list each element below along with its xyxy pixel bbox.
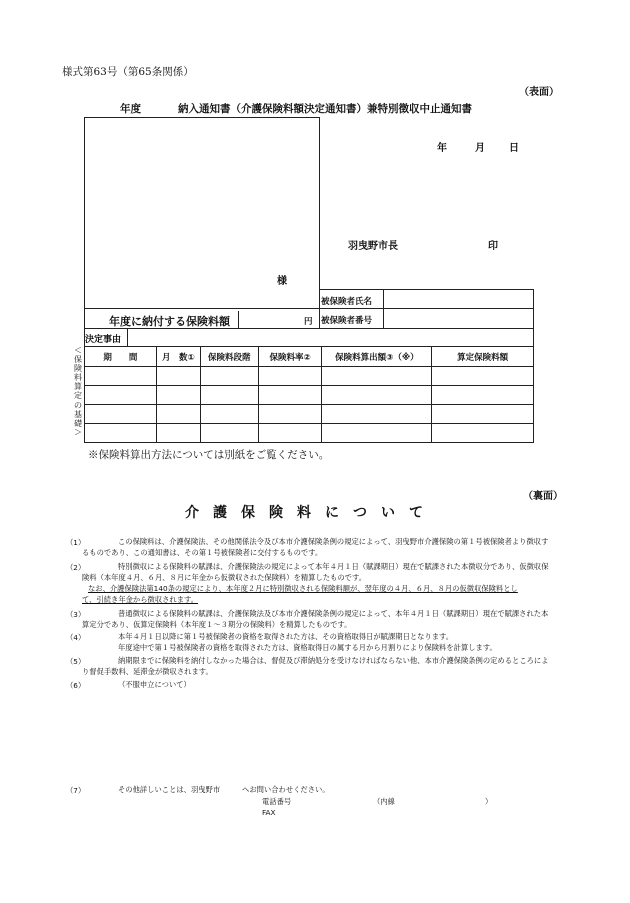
item-6: （不服申立について） bbox=[118, 680, 191, 689]
item-2: 特別徴収による保険料の賦課は、介護保険法の規定によって本年４月１日（賦課期日）現在で賦課された本徴収分であり、仮徴収保 険料（本年度４月、６月、８月に年金から仮徴収された保険料）を精算したものです。 なお、介護保険法第140条の規定により、本年度２月に特別徴収される保険料額が、翌年度の４月、６月、８月の仮徴収保険料とし て、引続き年金から徴収されます。 bbox=[82, 562, 549, 604]
table-row bbox=[85, 386, 534, 405]
honorific-sama: 様 bbox=[277, 276, 287, 287]
payable-amount-label: 年度に納付する保険料額 bbox=[109, 315, 230, 328]
table-header-row bbox=[85, 347, 534, 367]
frame-line bbox=[84, 308, 534, 309]
item-7: その他詳しいことは、羽曳野市 へお問い合わせください。 bbox=[118, 785, 330, 794]
header-premium-stage: 保険料段階 bbox=[200, 347, 258, 367]
item-number: （7） bbox=[66, 786, 86, 795]
basis-table bbox=[84, 346, 534, 443]
extension-close: ） bbox=[485, 797, 493, 806]
header-period: 期 間 bbox=[85, 347, 157, 367]
front-side-label: （表面） bbox=[519, 87, 559, 98]
phone-label: 電話番号 bbox=[262, 797, 292, 806]
fax-label: FAX bbox=[262, 808, 276, 817]
yen-unit: 円 bbox=[304, 317, 313, 327]
form-number: 様式第63号（第65条関係） bbox=[62, 66, 194, 78]
footnote: ※保険料算出方法については別紙をご覧ください。 bbox=[88, 449, 330, 461]
header-premium-rate: 保険料率② bbox=[258, 347, 322, 367]
insured-name-label: 被保険者氏名 bbox=[321, 297, 373, 307]
frame-line bbox=[84, 117, 320, 118]
header-months: 月 数① bbox=[156, 347, 200, 367]
item-number: （2） bbox=[66, 563, 86, 572]
frame-line bbox=[383, 289, 384, 329]
table-row bbox=[85, 405, 534, 424]
date-month: 月 bbox=[475, 143, 485, 154]
calculation-basis-label: ＜保険料算定の基礎＞ bbox=[74, 346, 82, 437]
item-5: 納期限までに保険料を納付しなかった場合は、督促及び滞納処分を受けなければならない他、本市介護保険条例の定めるところによ り督促手数料、延滞金が徴収されます。 bbox=[82, 656, 549, 676]
table-row bbox=[85, 367, 534, 386]
table-row bbox=[85, 424, 534, 443]
frame-line bbox=[238, 311, 239, 328]
front-title: 納入通知書（介護保険料額決定通知書）兼特別徴収中止通知書 bbox=[178, 103, 472, 115]
header-calculated-amount: 保険料算出額③（※） bbox=[322, 347, 432, 367]
header-assessed-amount: 算定保険料額 bbox=[432, 347, 534, 367]
back-side-label: （裏面） bbox=[523, 491, 563, 502]
title-year: 年度 bbox=[120, 103, 141, 115]
item-4: 本年４月１日以降に第１号被保険者の資格を取得された方は、その資格取得日が賦課期日となります。 年度途中で第１号被保険者の資格を取得された方は、資格取得日の属する月から月割りにより保険料を計算します。 bbox=[118, 632, 497, 652]
issuer-name: 羽曳野市長 bbox=[348, 241, 398, 252]
item-number: （1） bbox=[66, 538, 86, 547]
reason-label: 決定事由 bbox=[85, 335, 122, 345]
insured-number-label: 被保険者番号 bbox=[321, 316, 373, 326]
item-number: （5） bbox=[66, 657, 86, 666]
item-number: （4） bbox=[66, 633, 86, 642]
back-title: 介 護 保 険 料 に つ い て bbox=[185, 505, 423, 521]
frame-line bbox=[319, 289, 534, 290]
date-year: 年 bbox=[437, 143, 447, 154]
seal-mark: 印 bbox=[488, 241, 498, 252]
extension-open: （内線 bbox=[373, 797, 395, 806]
item-3: 普通徴収による保険料の賦課は、介護保険法及び本市介護保険条例の規定によって、本年４月１日（賦課期日）現在で賦課された本 算定分であり、仮算定保険料（本年度１～３期分の保険料）を精算したものです。 bbox=[82, 609, 549, 629]
item-1: この保険料は、介護保険法、その他関係法令及び本市介護保険条例の規定によって、羽曳野市介護保険の第１号被保険者より徴収す るものであり、この通知書は、その第１号被保険者に交付するものです。 bbox=[82, 537, 549, 557]
item-number: （6） bbox=[66, 681, 86, 690]
item-number: （3） bbox=[66, 610, 86, 619]
frame-line bbox=[319, 117, 320, 328]
frame-line bbox=[127, 328, 128, 346]
date-day: 日 bbox=[509, 143, 519, 154]
